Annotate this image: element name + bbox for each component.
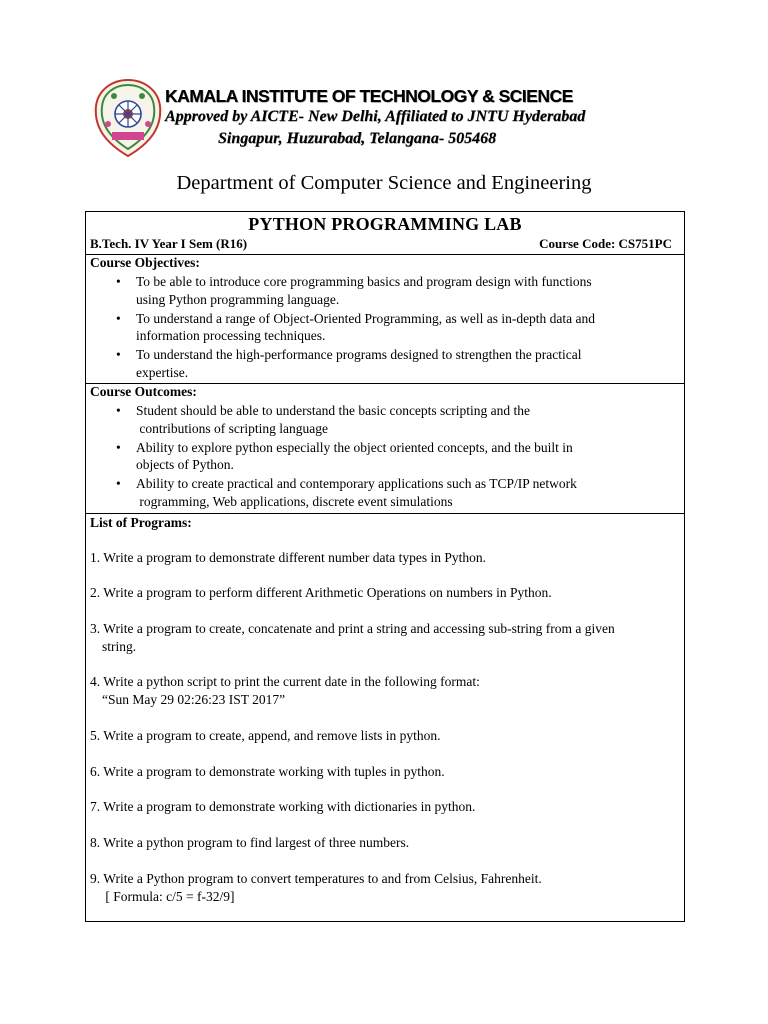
outcomes-heading: Course Outcomes: [90, 384, 197, 399]
program-item: 1. Write a program to demonstrate different number data types in Python. [90, 550, 486, 565]
outcomes-section [86, 383, 684, 514]
outcomes-list [86, 402, 684, 512]
bullet-icon: • [116, 310, 121, 326]
bullet-icon: • [116, 403, 121, 418]
program-item: 5. Write a program to create, append, and remove lists in python. [90, 728, 441, 743]
bullet-icon: • [116, 347, 121, 362]
program-item: 2. Write a program to perform different Arithmetic Operations on numbers in Python. [90, 585, 552, 600]
institute-address: Singapur, Huzurabad, Telangana- 505468 [218, 130, 497, 147]
objective-item: • To understand a range of Object-Oriented Programming, as well as in-depth data and information processing techniques. [116, 310, 596, 343]
course-code: Course Code: CS751PC [539, 236, 672, 251]
program-item: 4. Write a python script to print the current date in the following format: “Sun May 29 02:26:23 IST 2017” [90, 674, 480, 707]
course-semester: B.Tech. IV Year I Sem (R16) [90, 236, 248, 251]
institute-name: KAMALA INSTITUTE OF TECHNOLOGY & SCIENCE [165, 86, 573, 106]
program-item: 8. Write a python program to find largest of three numbers. [90, 835, 410, 850]
outcome-item: • Ability to create practical and contemporary applications such as TCP/IP network rogramming, Web applications, discrete event simulations [116, 476, 577, 509]
course-header-row [86, 212, 684, 255]
program-item: 7. Write a program to demonstrate working with dictionaries in python. [90, 799, 476, 814]
institute-approval: Approved by AICTE- New Delhi, Affiliated to JNTU Hyderabad [165, 108, 586, 125]
program-item: 3. Write a program to create, concatenate and print a string and accessing sub-string from a given string. [90, 621, 615, 654]
course-title: PYTHON PROGRAMMING LAB [248, 214, 522, 234]
outcome-item: • Student should be able to understand the basic concepts scripting and the contributions of scripting language [116, 403, 531, 436]
syllabus-table [85, 211, 685, 922]
program-item: 9. Write a Python program to convert temperatures to and from Celsius, Fahrenheit. [ Formula: c/5 = f-32/9] [90, 871, 542, 904]
outcome-item: • Ability to explore python especially the object oriented concepts, and the built in objects of Python. [116, 439, 573, 472]
bullet-icon: • [116, 439, 121, 455]
bullet-icon: • [116, 476, 121, 491]
program-item: 6. Write a program to demonstrate working with tuples in python. [90, 764, 445, 779]
department-title: Department of Computer Science and Engineering [176, 172, 592, 194]
objective-item: • To be able to introduce core programming basics and program design with functions using Python programming language. [116, 274, 592, 307]
institute-logo [92, 76, 164, 160]
objectives-heading: Course Objectives: [90, 255, 200, 270]
objective-item: • To understand the high-performance programs designed to strengthen the practical expertise. [116, 347, 582, 380]
bullet-icon: • [116, 274, 121, 289]
objectives-list [86, 273, 684, 383]
programs-section [86, 513, 684, 921]
programs-heading: List of Programs: [90, 515, 192, 530]
objectives-section [86, 254, 684, 384]
